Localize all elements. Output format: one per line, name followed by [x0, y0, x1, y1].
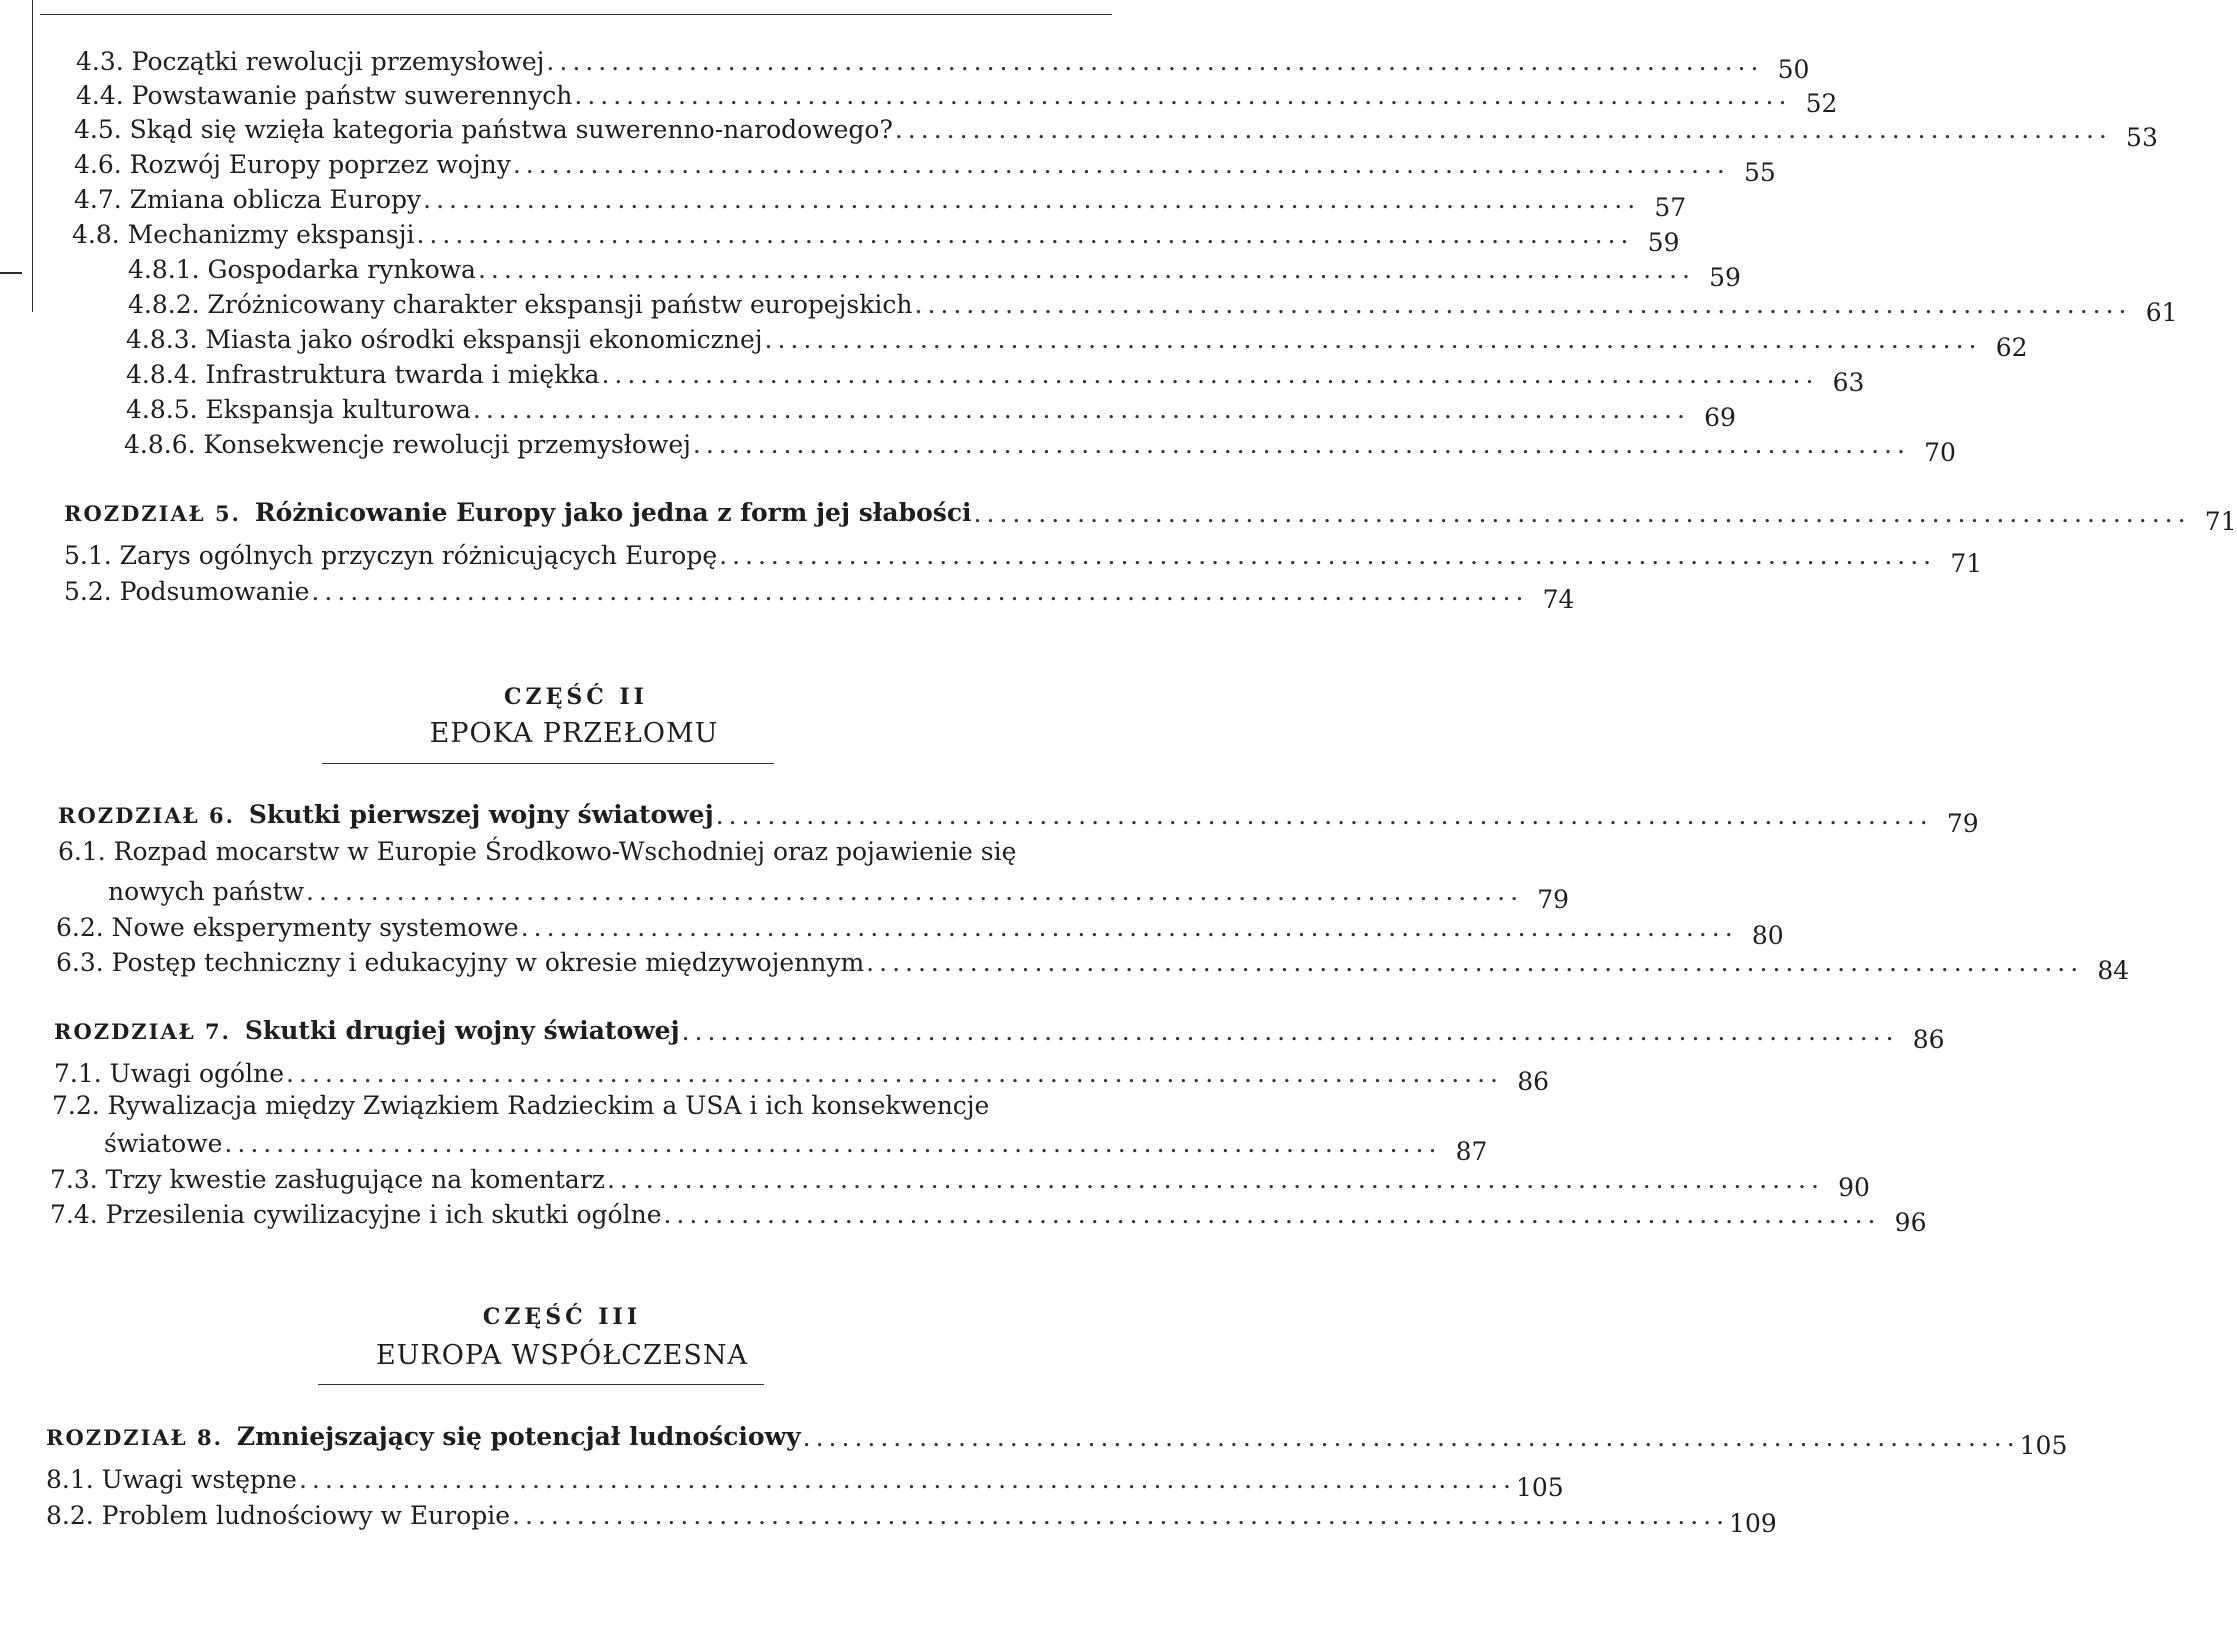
toc-entry-4-8-5: 4.8.5. Ekspansja kulturowa .............................................................................................. 69 [126, 395, 1736, 432]
page-number: 69 [1704, 403, 1736, 432]
page-number: 53 [2126, 123, 2158, 152]
part-3-rule [318, 1384, 764, 1385]
part-2-label: CZĘŚĆ II [504, 684, 648, 710]
page-number: 63 [1832, 368, 1865, 397]
page-number: 57 [1654, 193, 1687, 222]
toc-entry-4-8-3: 4.8.3. Miasta jako ośrodki ekspansji ekonomicznej .............................................................................................. 62 [126, 325, 2028, 362]
toc-entry-4-8-2: 4.8.2. Zróżnicowany charakter ekspansji państw europejskich .............................................................................................. 61 [128, 290, 2178, 327]
toc-entry-8-1: 8.1. Uwagi wstępne .............................................................................................. 105 [46, 1465, 1564, 1502]
page-number: 71 [1950, 549, 1983, 578]
chapter-8-heading: ROZDZIAŁ 8. Zmniejszający się potencjał ludnościowy .............................................................................................. 105 [46, 1422, 2068, 1460]
part-2-title: EPOKA PRZEŁOMU [429, 718, 719, 749]
toc-entry-4-7: 4.7. Zmiana oblicza Europy .............................................................................................. 57 [74, 185, 1687, 222]
toc-entry-7-1: 7.1. Uwagi ogólne .............................................................................................. 86 [54, 1059, 1549, 1096]
page-number: 62 [1995, 333, 2028, 362]
toc-entry-4-8-4: 4.8.4. Infrastruktura twarda i miękka .............................................................................................. 63 [126, 360, 1865, 397]
toc-entry-4-5: 4.5. Skąd się wzięła kategoria państwa suwerenno-narodowego? .............................................................................................. 53 [74, 115, 2158, 152]
toc-entry-4-8: 4.8. Mechanizmy ekspansji .............................................................................................. 59 [72, 220, 1680, 257]
page-number: 96 [1894, 1208, 1927, 1237]
page-number: 105 [2019, 1431, 2068, 1460]
page-number: 84 [2097, 956, 2130, 985]
toc-entry-7-4: 7.4. Przesilenia cywilizacyjne i ich skutki ogólne .............................................................................................. 96 [50, 1200, 1927, 1237]
page-number: 109 [1729, 1509, 1777, 1538]
toc-entry-4-4: 4.4. Powstawanie państw suwerennych .............................................................................................. 52 [76, 81, 1838, 118]
page-number: 90 [1838, 1173, 1870, 1202]
top-rule [40, 14, 1112, 15]
part-3-label: CZĘŚĆ III [482, 1304, 642, 1330]
page-number: 86 [1912, 1025, 1945, 1054]
toc-entry-6-2: 6.2. Nowe eksperymenty systemowe .............................................................................................. 80 [56, 913, 1784, 950]
toc-entry-6-1-line1: 6.1. Rozpad mocarstw w Europie Środkowo-Wschodniej oraz pojawienie się [58, 837, 1017, 866]
chapter-5-heading: ROZDZIAŁ 5. Różnicowanie Europy jako jedna z form jej słabości .............................................................................................. 71 [64, 498, 2237, 536]
page-number: 74 [1542, 585, 1575, 614]
page-number: 61 [2145, 298, 2178, 327]
page-number: 55 [1744, 158, 1776, 187]
part-3-title: EUROPA WSPÓŁCZESNA [375, 1340, 749, 1371]
toc-entry-4-3: 4.3. Początki rewolucji przemysłowej .............................................................................................. 50 [76, 47, 1810, 84]
toc-entry-5-2: 5.2. Podsumowanie .............................................................................................. 74 [64, 577, 1575, 614]
page-number: 71 [2204, 507, 2237, 536]
page-number: 80 [1751, 921, 1784, 950]
toc-entry-7-2-line2: światowe .............................................................................................. 87 [104, 1129, 1488, 1166]
toc-entry-6-3: 6.3. Postęp techniczny i edukacyjny w okresie międzywojennym .............................................................................................. 84 [56, 948, 2130, 985]
toc-entry-4-6: 4.6. Rozwój Europy poprzez wojny .............................................................................................. 55 [74, 150, 1776, 187]
toc-entry-5-1: 5.1. Zarys ogólnych przyczyn różnicujących Europę .............................................................................................. 71 [64, 541, 1983, 578]
chapter-6-heading: ROZDZIAŁ 6. Skutki pierwszej wojny światowej .............................................................................................. 79 [58, 800, 1979, 838]
page-number: 59 [1647, 228, 1680, 257]
chapter-7-heading: ROZDZIAŁ 7. Skutki drugiej wojny światowej .............................................................................................. 86 [54, 1016, 1945, 1054]
toc-entry-7-3: 7.3. Trzy kwestie zasługujące na komentarz .............................................................................................. 90 [50, 1165, 1870, 1202]
toc-entry-8-2: 8.2. Problem ludnościowy w Europie .............................................................................................. 109 [46, 1501, 1777, 1538]
page-number: 50 [1777, 55, 1810, 84]
part-2-rule [322, 763, 774, 764]
page-edge-mark [0, 272, 22, 274]
page-number: 79 [1537, 885, 1570, 914]
toc-entry-4-8-6: 4.8.6. Konsekwencje rewolucji przemysłowej .............................................................................................. 70 [124, 430, 1956, 467]
toc-entry-4-8-1: 4.8.1. Gospodarka rynkowa .............................................................................................. 59 [128, 255, 1741, 292]
page-number: 79 [1946, 809, 1979, 838]
page-edge-line [32, 0, 33, 312]
page-number: 105 [1515, 1473, 1564, 1502]
page-number: 52 [1805, 89, 1838, 118]
page-number: 87 [1455, 1137, 1488, 1166]
toc-entry-6-1-line2: nowych państw .............................................................................................. 79 [108, 877, 1570, 914]
page-number: 59 [1709, 263, 1741, 292]
toc-entry-7-2-line1: 7.2. Rywalizacja między Związkiem Radzieckim a USA i ich konsekwencje [52, 1091, 990, 1120]
page-number: 70 [1924, 438, 1956, 467]
page-number: 86 [1517, 1067, 1549, 1096]
